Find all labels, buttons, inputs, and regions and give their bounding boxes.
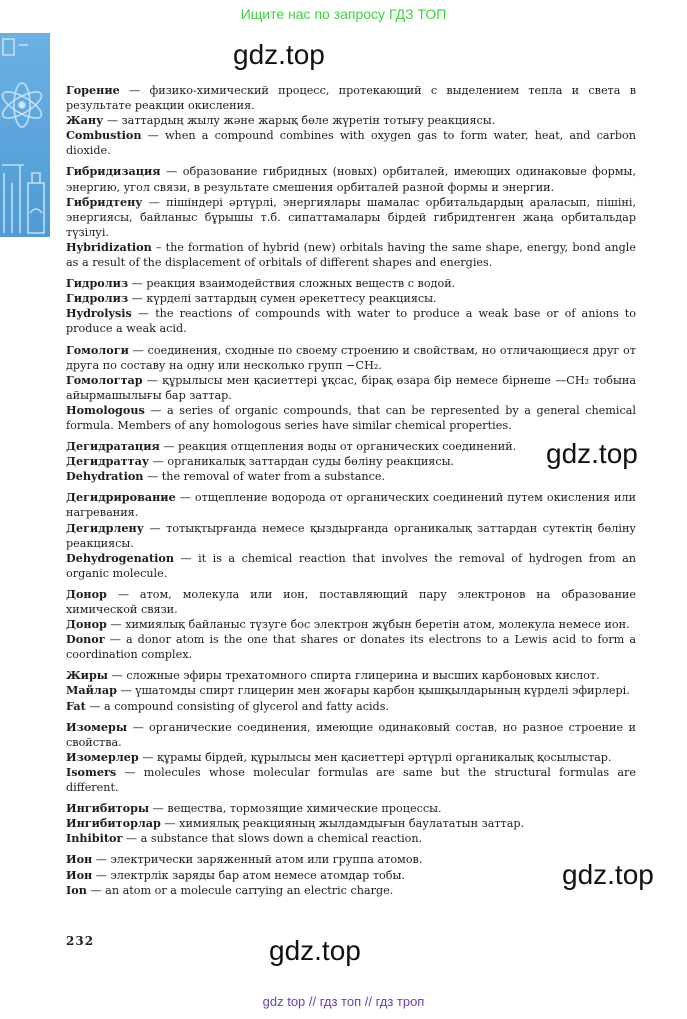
glossary-entry xyxy=(66,816,636,831)
glossary-entry xyxy=(66,868,636,883)
glossary-definition: — molecules whose molecular formulas are same but the structural formulas are different. xyxy=(66,765,636,795)
glossary-definition: — образование гибридных (новых) орбиталей, имеющих одинаковые формы, энергию, угол связи, в результате смешения орбиталей разной формы и энергии. xyxy=(66,165,636,194)
glossary-group xyxy=(66,587,636,662)
glossary-entry xyxy=(66,306,636,336)
glossary-term: Ингибиторы xyxy=(66,801,150,816)
glossary-definition: — пішіндері әртүрлі, энергиялары шамалас орбитальдардың араласып, пішіні, энергиясы, байланыс бұрышы т.б. сипаттамалары бірдей гибридтенген жаңа орбитальдар түзілуі. xyxy=(66,195,636,239)
glossary-term: Inhibitor xyxy=(66,831,123,846)
glossary-entry xyxy=(66,128,636,158)
glossary-entry xyxy=(66,83,636,113)
glossary-term: Ion xyxy=(66,882,87,897)
glossary-definition: — химиялық байланыс түзуге бос электрон жұбын беретін атом, молекула немесе ион. xyxy=(106,618,630,632)
glossary-group xyxy=(66,343,636,434)
glossary-definition: — the removal of water from a substance. xyxy=(143,470,386,484)
glossary-group xyxy=(66,164,636,270)
glossary-term: Гидролиз xyxy=(66,276,129,291)
glossary-term: Дегидраттау xyxy=(66,454,150,469)
glossary-definition: — электрлік заряды бар атом немесе атомдар тобы. xyxy=(92,868,405,882)
glossary-definition: — отщепление водорода от органических соединений путем окисления или нагревания. xyxy=(66,491,636,520)
glossary-definition: — физико-химический процесс, протекающий с выделением тепла и света в результате реакции окисления. xyxy=(66,84,636,113)
glossary-entry xyxy=(66,276,636,291)
glossary-term: Изомерлер xyxy=(66,749,139,764)
glossary-term: Donor xyxy=(66,632,105,647)
glossary-definition: — үшатомды спирт глицерин мен жоғары карбон қышқылдарының күрделі эфирлері. xyxy=(116,684,630,698)
glossary-definition: — сложные эфиры трехатомного спирта глицерина и высших карбоновых кислот. xyxy=(108,669,600,683)
glossary-term: Isomers xyxy=(66,764,117,779)
glossary-entry xyxy=(66,852,636,867)
glossary-term: Гомологи xyxy=(66,342,129,357)
glossary-term: Дегидрирование xyxy=(66,490,176,505)
glossary-definition: — a compound consisting of glycerol and fatty acids. xyxy=(85,699,390,713)
glossary-definition: — электрически заряженный атом или группа атомов. xyxy=(92,853,423,867)
watermark: gdz.top xyxy=(269,935,361,966)
glossary-definition: – the formation of hybrid (new) orbitals having the same shape, energy, bond angle as a result of the displacement of orbitals of different shapes and energies. xyxy=(66,240,636,270)
glossary-term: Гидролиз xyxy=(66,291,129,306)
glossary-definition: — a series of organic compounds, that can be represented by a general chemical formula. Members of any homologous series have similar chemical properties. xyxy=(66,403,636,432)
glossary-entry xyxy=(66,195,636,240)
watermark: gdz.top xyxy=(546,438,638,469)
glossary-term: Майлар xyxy=(66,683,117,698)
glossary-entry xyxy=(66,164,636,194)
glossary-definition: — құрылысы мен қасиеттері ұқсас, бірақ өзара бір немесе бірнеше —CH₂ тобына айырмашылығы бар заттар. xyxy=(66,373,636,402)
glossary-definition: — вещества, тормозящие химические процессы. xyxy=(149,802,442,816)
glossary-definition: — when a compound combines with oxygen gas to form water, heat, and carbon dioxide. xyxy=(66,129,636,158)
glossary-entry xyxy=(66,668,636,683)
glossary-term: Гибридтену xyxy=(66,194,143,209)
glossary-entry xyxy=(66,373,636,403)
glossary-definition: — күрделі заттардың сумен әрекеттесу реакциясы. xyxy=(128,292,437,306)
glossary-group xyxy=(66,801,636,846)
glossary-term: Ингибиторлар xyxy=(66,816,161,831)
glossary-entry xyxy=(66,765,636,795)
glossary-entry xyxy=(66,617,636,632)
footer-links[interactable]: gdz top // гдз топ // гдз троп xyxy=(262,994,425,1009)
glossary-definition: — заттардың жылу және жарық бөле жүретін тотығу реакциясы. xyxy=(103,114,496,128)
glossary-term: Fat xyxy=(66,698,86,713)
glossary-definition: — a substance that slows down a chemical reaction. xyxy=(122,832,423,846)
chemistry-illustration xyxy=(0,33,50,237)
glossary-group xyxy=(66,852,636,897)
glossary-entry xyxy=(66,521,636,551)
glossary-term: Homologous xyxy=(66,402,145,417)
glossary-term: Гибридизация xyxy=(66,164,161,179)
glossary-definition: — органикалық заттардан суды бөліну реакциясы. xyxy=(149,455,455,469)
top-banner[interactable]: Ищите нас по запросу ГДЗ ТОП xyxy=(240,6,447,22)
glossary-entry xyxy=(66,490,636,520)
glossary-entry xyxy=(66,632,636,662)
glossary-definition: — органические соединения, имеющие одинаковый состав, но разное строение и свойства. xyxy=(66,720,636,749)
glossary-definition: — a donor atom is the one that shares or donates its electrons to a Lewis acid to form a coordination complex. xyxy=(66,633,636,662)
glossary-definition: — реакция отщепления воды от органических соединений. xyxy=(159,440,517,454)
glossary-term: Горение xyxy=(66,83,120,97)
glossary-entry xyxy=(66,551,636,581)
glossary-entry xyxy=(66,469,636,484)
glossary-entry xyxy=(66,720,636,750)
glossary-entry xyxy=(66,454,636,469)
glossary-entry xyxy=(66,240,636,270)
glossary-entry xyxy=(66,403,636,433)
glossary-term: Донор xyxy=(66,586,107,601)
glossary-group xyxy=(66,490,636,581)
glossary-term: Dehydration xyxy=(66,469,144,484)
glossary-definition: — атом, молекула или ион, поставляющий пару электронов на образование химической связи. xyxy=(66,587,636,616)
glossary-definition: — құрамы бірдей, құрылысы мен қасиеттері әртүрлі органикалық қосылыстар. xyxy=(138,750,612,764)
glossary-entry xyxy=(66,113,636,128)
glossary-entry xyxy=(66,883,636,898)
glossary-definition: — it is a chemical reaction that involves the removal of hydrogen from an organic molecule. xyxy=(66,551,636,580)
glossary-term: Дегидратация xyxy=(66,439,160,454)
glossary-entry xyxy=(66,699,636,714)
watermark: gdz.top xyxy=(562,859,654,890)
glossary-term: Жану xyxy=(66,113,104,128)
glossary-group xyxy=(66,720,636,795)
watermark: gdz.top xyxy=(233,39,325,70)
glossary-definition: — an atom or a molecule carrying an electric charge. xyxy=(86,883,394,897)
glossary-entry xyxy=(66,343,636,373)
glossary-group xyxy=(66,668,636,713)
glossary-definition: — химиялық реакцияның жылдамдығын баулататын заттар. xyxy=(160,817,525,831)
glossary-term: Дегидрлену xyxy=(66,520,144,535)
glossary-definition: — тотықтырғанда немесе қыздырғанда органикалық заттардан сутектің бөліну реакциясы. xyxy=(66,521,636,550)
glossary xyxy=(66,83,636,904)
glossary-term: Ион xyxy=(66,867,93,882)
glossary-group xyxy=(66,439,636,484)
glossary-term: Combustion xyxy=(66,128,142,143)
glossary-term: Ион xyxy=(66,852,93,867)
glossary-group xyxy=(66,83,636,158)
glossary-term: Hybridization xyxy=(66,239,152,254)
glossary-term: Гомологтар xyxy=(66,372,143,387)
glossary-group xyxy=(66,276,636,336)
glossary-term: Dehydrogenation xyxy=(66,550,174,565)
glossary-entry xyxy=(66,587,636,617)
glossary-term: Hydrolysis xyxy=(66,306,132,321)
glossary-entry xyxy=(66,801,636,816)
glossary-entry xyxy=(66,683,636,698)
glossary-entry xyxy=(66,750,636,765)
glossary-entry xyxy=(66,291,636,306)
glossary-entry xyxy=(66,439,636,454)
glossary-definition: — реакция взаимодействия сложных веществ с водой. xyxy=(128,277,456,291)
glossary-term: Изомеры xyxy=(66,719,128,734)
glossary-term: Жиры xyxy=(66,668,109,683)
glossary-entry xyxy=(66,831,636,846)
page-number: 232 xyxy=(66,934,95,948)
glossary-term: Донор xyxy=(66,617,107,632)
glossary-definition: — соединения, сходные по своему строению и свойствам, но отличающиеся друг от друга по составу на одну или несколько групп −CH₂. xyxy=(66,343,636,372)
glossary-definition: — the reactions of compounds with water to produce a weak base or of anions to produce a weak acid. xyxy=(66,307,636,336)
